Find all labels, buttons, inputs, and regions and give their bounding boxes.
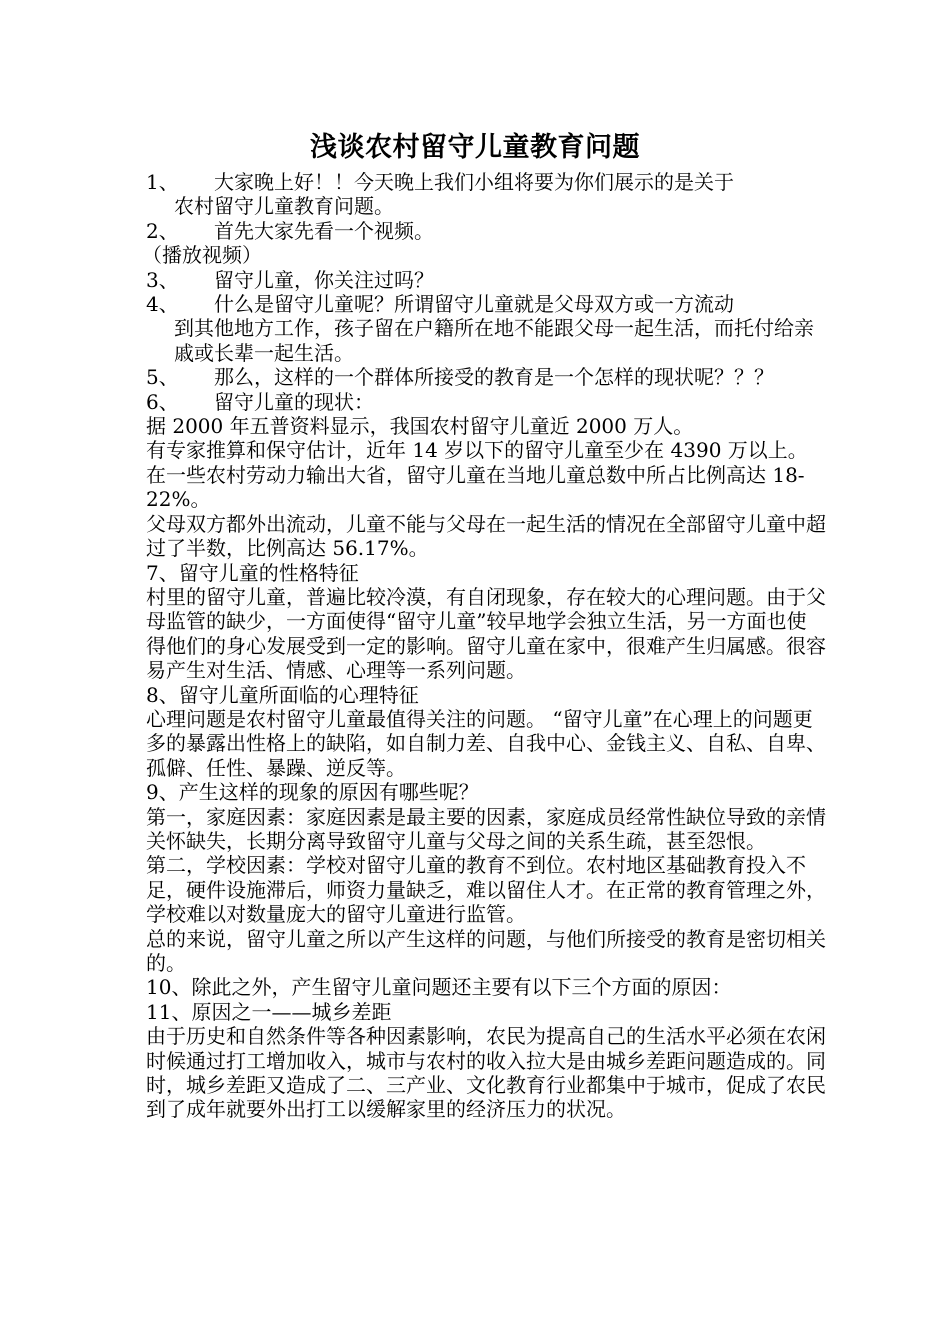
item-text: 留守儿童的现状： xyxy=(214,389,374,414)
item-text: 留守儿童，你关注过吗？ xyxy=(214,267,434,292)
paragraph: 由于历史和自然条件等各种因素影响，农民为提高自己的生活水平必须在农闲时候通过打工增加收入，城市与农村的收入拉大是由城乡差距问题造成的。同时，城乡差距又造成了二、三产业、文化教育行业都集中于城市，促成了农民到了成年就要外出打工以缓解家里的经济压力的状况。 xyxy=(146,1024,826,1122)
section-heading: 11、原因之一——城乡差距 xyxy=(146,999,392,1024)
paragraph: 村里的留守儿童，普遍比较冷漠，有自闭现象，存在较大的心理问题。由于父母监管的缺少，一方面使得“留守儿童”较早地学会独立生活，另一方面也使得他们的身心发展受到一定的影响。留守儿童在家中，很难产生归属感。很容易产生对生活、情感、心理等一系列问题。 xyxy=(146,584,826,683)
item-text-continued: 到其他地方工作，孩子留在户籍所在地不能跟父母一起生活，而托付给亲戚或长辈一起生活。 xyxy=(174,316,814,365)
item-number: 4、 xyxy=(146,292,179,317)
paragraph: 据 2000 年五普资料显示，我国农村留守儿童近 2000 万人。 xyxy=(146,414,694,439)
list-item xyxy=(146,365,826,389)
paragraph: 第二，学校因素：学校对留守儿童的教育不到位。农村地区基础教育投入不足，硬件设施滞后，师资力量缺乏，难以留住人才。在正常的教育管理之外，学校难以对数量庞大的留守儿童进行监管。 xyxy=(146,853,826,927)
item-number: 3、 xyxy=(146,267,179,292)
note-text: （播放视频） xyxy=(142,243,262,268)
list-item xyxy=(146,292,826,365)
item-text: 什么是留守儿童呢？所谓留守儿童就是父母双方或一方流动 xyxy=(214,292,734,317)
section-heading: 7、留守儿童的性格特征 xyxy=(146,560,359,585)
item-text-continued: 农村留守儿童教育问题。 xyxy=(174,194,394,219)
paragraph: 总的来说，留守儿童之所以产生这样的问题，与他们所接受的教育是密切相关的。 xyxy=(146,926,826,975)
section-heading: 10、除此之外，产生留守儿童问题还主要有以下三个方面的原因： xyxy=(146,975,732,1000)
paragraph: 在一些农村劳动力输出大省，留守儿童在当地儿童总数中所占比例高达 18-22%。 xyxy=(146,462,805,512)
list-item xyxy=(146,219,826,243)
item-number: 5、 xyxy=(146,365,179,390)
paragraph: 第一，家庭因素：家庭因素是最主要的因素，家庭成员经常性缺位导致的亲情关怀缺失，长期分离导致留守儿童与父母之间的关系生疏，甚至怨恨。 xyxy=(146,804,826,853)
item-text: 那么，这样的一个群体所接受的教育是一个怎样的现状呢？？？ xyxy=(214,365,774,390)
item-number: 1、 xyxy=(146,170,179,194)
section-heading: 8、留守儿童所面临的心理特征 xyxy=(146,682,419,707)
item-number: 6、 xyxy=(146,389,179,414)
item-text: 首先大家先看一个视频。 xyxy=(214,218,434,243)
item-text: 大家晚上好！！今天晚上我们小组将要为你们展示的是关于 xyxy=(214,170,734,194)
list-item xyxy=(146,268,826,292)
document-title: 浅谈农村留守儿童教育问题 xyxy=(310,132,640,163)
document-body xyxy=(142,170,826,1122)
item-number: 2、 xyxy=(146,218,179,243)
list-item xyxy=(146,170,826,219)
paragraph: 有专家推算和保守估计，近年 14 岁以下的留守儿童至少在 4390 万以上。 xyxy=(146,438,808,463)
list-item xyxy=(146,390,826,414)
paragraph: 父母双方都外出流动，儿童不能与父母在一起生活的情况在全部留守儿童中超过了半数，比例高达 56.17%。 xyxy=(146,511,826,561)
section-heading: 9、产生这样的现象的原因有哪些呢？ xyxy=(146,780,479,805)
paragraph: 心理问题是农村留守儿童最值得关注的问题。 “留守儿童”在心理上的问题更多的暴露出性格上的缺陷，如自制力差、自我中心、金钱主义、自私、自卑、孤僻、任性、暴躁、逆反等。 xyxy=(146,706,826,780)
